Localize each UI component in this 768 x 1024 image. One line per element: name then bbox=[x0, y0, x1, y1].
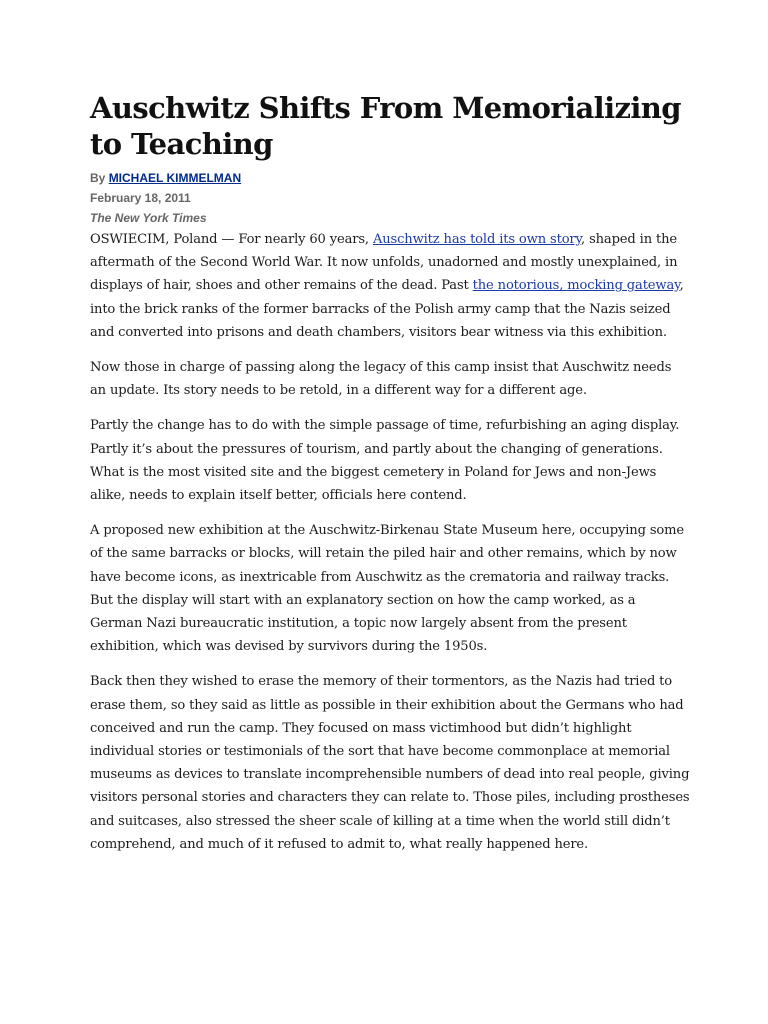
paragraph-4: A proposed new exhibition at the Auschwitz-Birkenau State Museum here, occupying some of the same barracks or blocks, will retain the piled hair and other remains, which by now have become icons, as inextricable from Auschwitz as the crematoria and railway tracks. But the display will start with an explanatory section on how the camp worked, as a German Nazi bureaucratic institution, a topic now largely absent from the present exhibition, which was devised by survivors during the 1950s. bbox=[90, 523, 684, 655]
byline-prefix: By bbox=[90, 171, 109, 185]
paragraph-2: Now those in charge of passing along the legacy of this camp insist that Auschwitz needs an update. Its story needs to be retold, in a different way for a different age. bbox=[90, 360, 672, 399]
publish-date: February 18, 2011 bbox=[90, 191, 191, 205]
byline bbox=[90, 168, 690, 188]
paragraph-1-text-a: OSWIECIM, Poland — For nearly 60 years, bbox=[90, 232, 373, 247]
article-headline: Auschwitz Shifts From Memorializing to Teaching bbox=[90, 91, 681, 161]
paragraph-5: Back then they wished to erase the memory of their tormentors, as the Nazis had tried to erase them, so they said as little as possible in their exhibition about the Germans who had conceived and run the camp. They focused on mass victimhood but didn’t highlight individual stories or testimonials of the sort that have become commonplace at memorial museums as devices to translate incomprehensible numbers of dead into real people, giving visitors personal stories and characters they can relate to. Those piles, including prostheses and suitcases, also stressed the sheer scale of killing at a time when the world still didn’t comprehend, and much of it refused to admit to, what really happened here. bbox=[90, 674, 690, 852]
paragraph-3: Partly the change has to do with the simple passage of time, refurbishing an aging display. Partly it’s about the pressures of tourism, and partly about the changing of generations. What is the most visited site and the biggest cemetery in Poland for Jews and non-Jews alike, needs to explain itself better, officials here contend. bbox=[90, 418, 680, 504]
paragraph-1-text-b: , shaped in the aftermath of the Second World War. It now unfolds, unadorned and mostly unexplained, in displays of hair, shoes and other remains of the dead. Past bbox=[90, 232, 678, 294]
publication-name: The New York Times bbox=[90, 211, 207, 225]
auschwitz-story-link[interactable]: Auschwitz has told its own story bbox=[372, 232, 582, 247]
gateway-link[interactable]: the notorious, mocking gateway bbox=[472, 278, 680, 294]
paragraph-1 bbox=[90, 228, 690, 344]
paragraph-1-text-c: , into the brick ranks of the former barracks of the Polish army camp that the Nazis seized and converted into prisons and death chambers, visitors bear witness via this exhibition. bbox=[90, 278, 684, 340]
author-link[interactable]: MICHAEL KIMMELMAN bbox=[108, 171, 242, 185]
article bbox=[90, 90, 690, 868]
